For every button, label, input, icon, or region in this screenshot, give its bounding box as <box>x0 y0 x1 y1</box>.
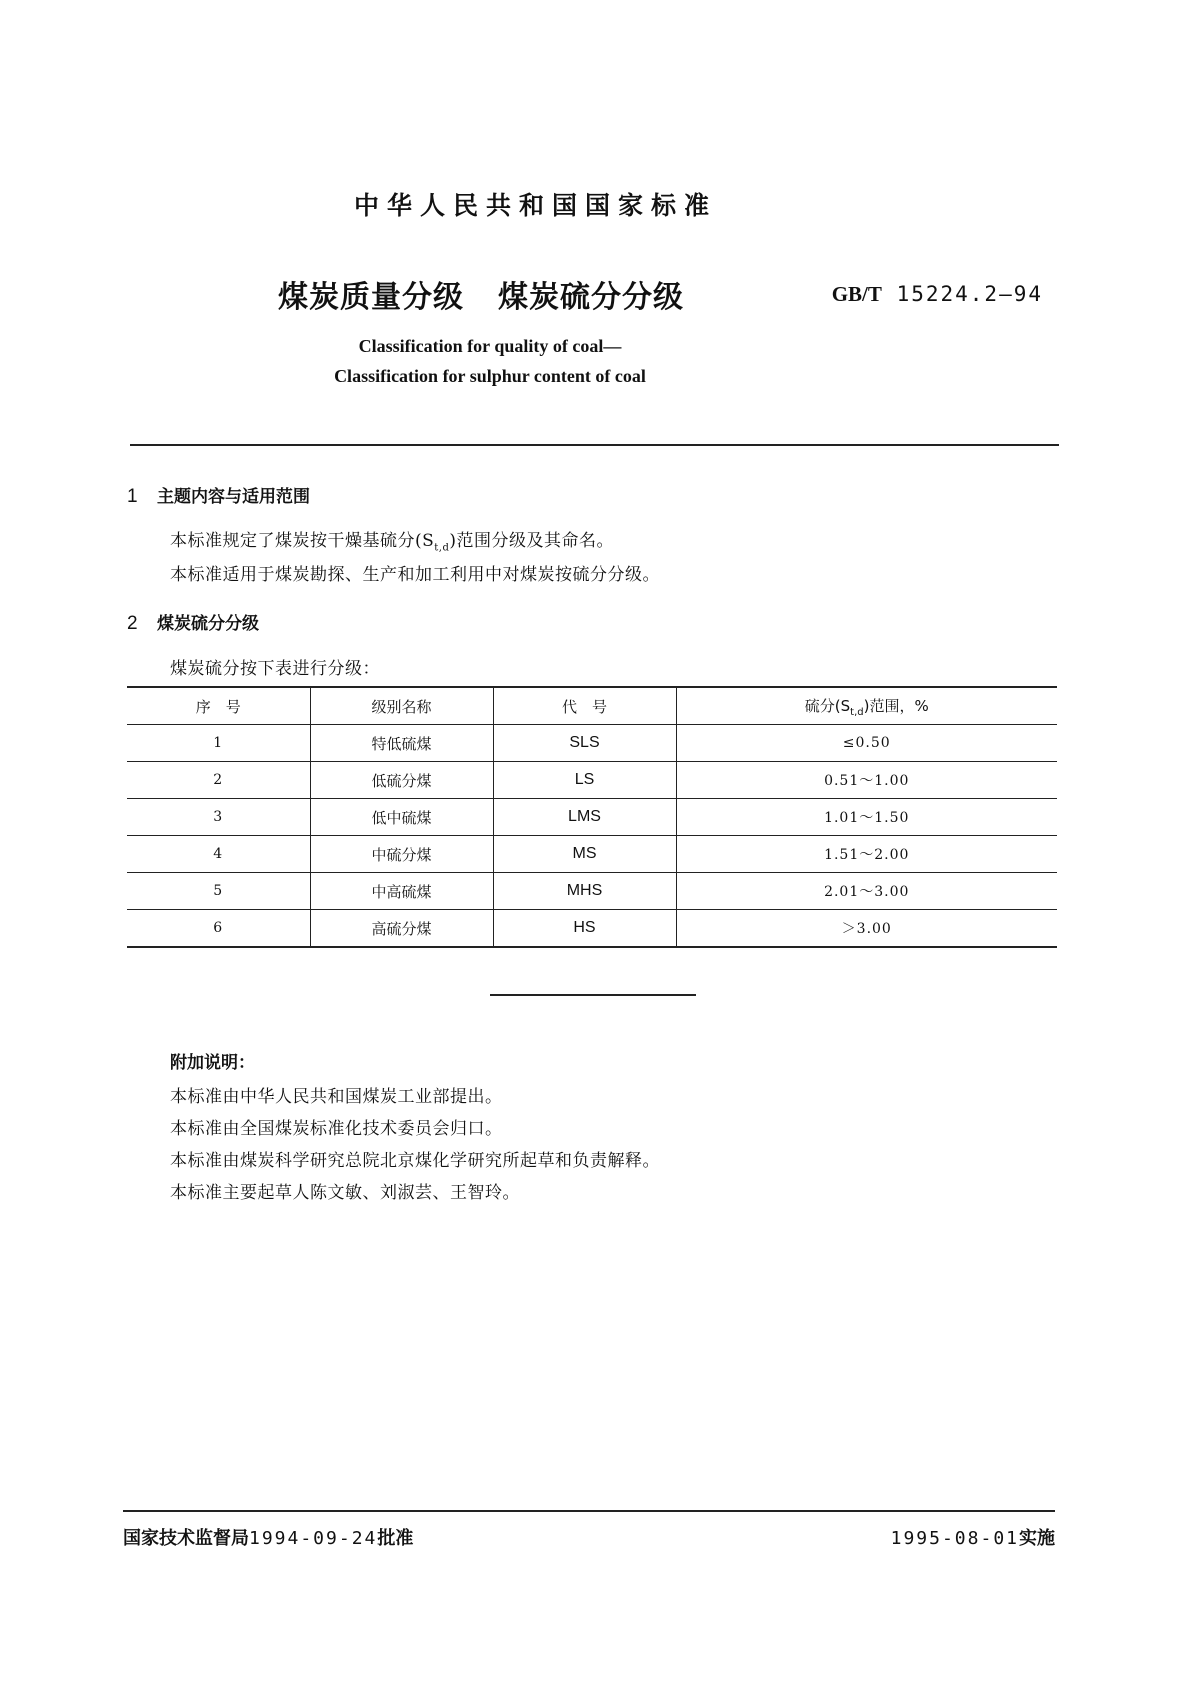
section-1-title: 主题内容与适用范围 <box>157 487 310 507</box>
implementation-date: 1995-08-01 <box>890 1528 1019 1549</box>
standard-number: 15224.2—94 <box>896 282 1043 306</box>
approving-authority: 国家技术监督局 <box>123 1528 249 1549</box>
implementation-action: 实施 <box>1019 1528 1055 1549</box>
section-2-number: 2 <box>127 613 138 634</box>
table-header-row <box>127 687 1057 725</box>
notes-heading: 附加说明： <box>170 1053 255 1073</box>
sulphur-grade-table <box>127 686 1057 948</box>
header-seq: 序 号 <box>127 687 310 725</box>
table-row <box>127 725 1057 762</box>
section-1-paragraph-1: 本标准规定了煤炭按干燥基硫分$(S_{t,d})$范围分级及其命名。 <box>170 531 615 554</box>
note-line: 本标准由中华人民共和国煤炭工业部提出。 <box>170 1087 503 1107</box>
standard-code <box>832 282 1043 307</box>
header-grade-name: 级别名称 <box>310 687 493 725</box>
row-code: MS <box>493 836 676 873</box>
section-2-heading <box>127 609 259 635</box>
row-sulphur-range: ＞3.00 <box>676 910 1057 948</box>
table-row <box>127 836 1057 873</box>
implementation-line <box>891 1524 1055 1550</box>
row-seq: 2 <box>127 762 310 799</box>
table-row <box>127 799 1057 836</box>
row-code: HS <box>493 910 676 948</box>
standard-prefix: GB/T <box>831 282 882 306</box>
title-part-2: 煤炭硫分分级 <box>498 280 684 315</box>
end-of-text-rule <box>490 994 696 996</box>
row-seq: 3 <box>127 799 310 836</box>
row-grade-name: 中高硫煤 <box>310 873 493 910</box>
row-grade-name: 低中硫煤 <box>310 799 493 836</box>
section-1-paragraph-2: 本标准适用于煤炭勘探、生产和加工利用中对煤炭按硫分分级。 <box>170 565 660 585</box>
table-row <box>127 910 1057 948</box>
row-grade-name: 中硫分煤 <box>310 836 493 873</box>
row-code: SLS <box>493 725 676 762</box>
header-code: 代 号 <box>493 687 676 725</box>
row-code: LS <box>493 762 676 799</box>
row-seq: 6 <box>127 910 310 948</box>
section-1-heading <box>127 482 310 508</box>
row-seq: 4 <box>127 836 310 873</box>
title-part-1: 煤炭质量分级 <box>278 280 464 315</box>
note-line: 本标准主要起草人陈文敏、刘淑芸、王智玲。 <box>170 1183 520 1203</box>
section-2-title: 煤炭硫分分级 <box>157 614 259 634</box>
table-intro: 煤炭硫分按下表进行分级： <box>170 659 380 679</box>
header-sulphur-range: 硫分$(S_{t,d})$范围，% <box>676 687 1057 725</box>
row-sulphur-range: 2.01～3.00 <box>676 873 1057 910</box>
table-row <box>127 873 1057 910</box>
footer-divider <box>123 1510 1055 1512</box>
row-code: LMS <box>493 799 676 836</box>
section-1-number: 1 <box>127 486 138 507</box>
row-seq: 5 <box>127 873 310 910</box>
row-grade-name: 特低硫煤 <box>310 725 493 762</box>
approval-date: 1994-09-24 <box>249 1528 378 1549</box>
note-line: 本标准由煤炭科学研究总院北京煤化学研究所起草和负责解释。 <box>170 1151 660 1171</box>
document-title-cn <box>278 272 684 316</box>
issuing-authority-header: 中华人民共和国国家标准 <box>353 191 717 220</box>
approval-line <box>123 1524 413 1550</box>
title-divider <box>130 444 1059 446</box>
row-sulphur-range: ≤0.50 <box>676 725 1057 762</box>
row-sulphur-range: 1.01～1.50 <box>676 799 1057 836</box>
english-title-line-2: Classification for sulphur content of coal <box>334 366 646 386</box>
row-grade-name: 低硫分煤 <box>310 762 493 799</box>
row-grade-name: 高硫分煤 <box>310 910 493 948</box>
row-seq: 1 <box>127 725 310 762</box>
table-row <box>127 762 1057 799</box>
note-line: 本标准由全国煤炭标准化技术委员会归口。 <box>170 1119 503 1139</box>
row-code: MHS <box>493 873 676 910</box>
approval-action: 批准 <box>377 1528 414 1549</box>
row-sulphur-range: 0.51～1.00 <box>676 762 1057 799</box>
english-title-line-1: Classification for quality of coal— <box>358 336 622 356</box>
row-sulphur-range: 1.51～2.00 <box>676 836 1057 873</box>
